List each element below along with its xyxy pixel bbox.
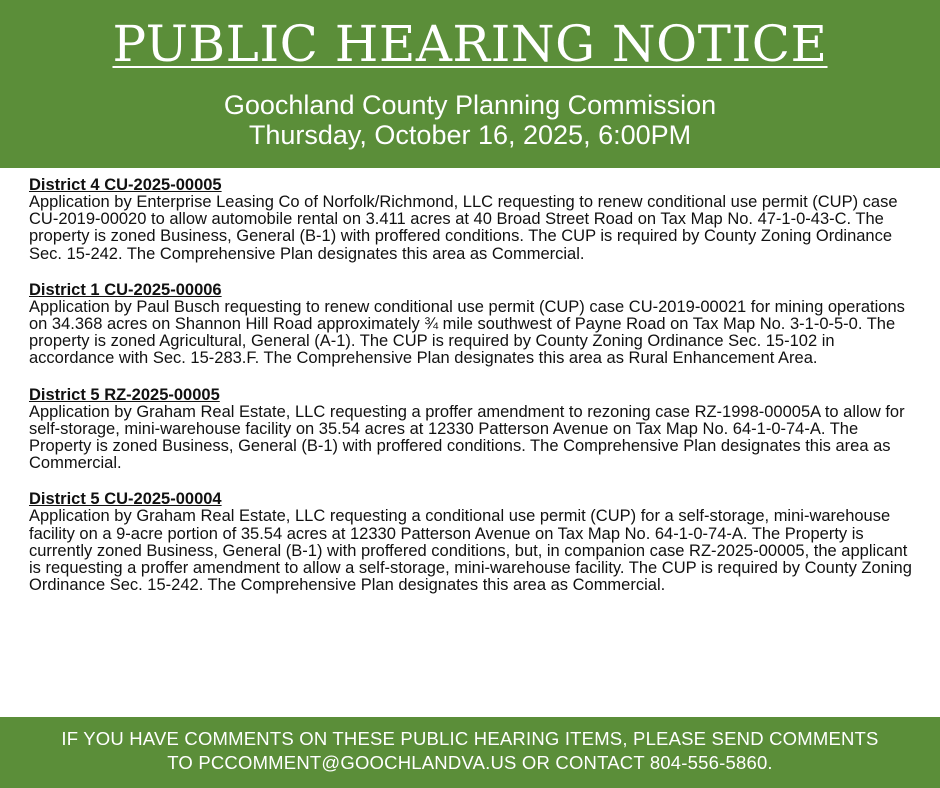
item-body: Application by Enterprise Leasing Co of Norfolk/Richmond, LLC requesting to renew conditional use permit (CUP) case CU-2019-00020 to allow automobile rental on 3.411 acres at 40 Broad Street Road on Tax Map No. 47-1-0-43-C. The property is zoned Business, General (B-1) with proffered conditions. The CUP is required by County Zoning Ordinance Sec. 15-242. The Comprehensive Plan designates this area as Commercial. [29, 193, 898, 263]
item-title: District 5 CU-2025-00004 [29, 490, 222, 509]
notice-title: PUBLIC HEARING NOTICE [112, 15, 828, 73]
item-body: Application by Graham Real Estate, LLC requesting a proffer amendment to rezoning case RZ-1998-00005A to allow for self-storage, mini-warehouse facility on 35.54 acres at 12330 Patterson Avenue on Tax Map No. 64-1-0-74-A. The Property is zoned Business, General (B-1) with proffered conditions. The Comprehensive Plan designates this area as Commercial. [29, 402, 905, 473]
footer-line-1: IF YOU HAVE COMMENTS ON THESE PUBLIC HEARING ITEMS, PLEASE SEND COMMENTS [61, 728, 879, 749]
item-title: District 1 CU-2025-00006 [29, 280, 222, 299]
item-body: Application by Graham Real Estate, LLC requesting a conditional use permit (CUP) for a self-storage, mini-warehouse facility on a 9-acre portion of 35.54 acres at 12330 Patterson Avenue on Tax Map No. 64-1-0-74-A. The Property is currently zoned Business, General (B-1) with proffered conditions, but, in companion case RZ-2025-00005, the applicant is requesting a proffer amendment to allow a self-storage, mini-warehouse facility. The CUP is required by County Zoning Ordinance Sec. 15-242. The Comprehensive Plan designates this area as Commercial. [29, 507, 912, 595]
item-title: District 5 RZ-2025-00005 [29, 385, 220, 404]
hearing-item [29, 387, 919, 473]
hearing-item [29, 491, 919, 594]
footer-contact [0, 727, 940, 775]
footer-banner [0, 717, 940, 788]
notice-subtitle [0, 90, 940, 150]
meeting-date: Thursday, October 16, 2025, 6:00PM [248, 120, 692, 150]
header-banner [0, 0, 940, 168]
item-title: District 4 CU-2025-00005 [29, 176, 222, 194]
hearing-item [29, 282, 919, 368]
commission-name: Goochland County Planning Commission [223, 90, 717, 120]
item-body: Application by Paul Busch requesting to renew conditional use permit (CUP) case CU-2019-00021 for mining operations on 34.368 acres on Shannon Hill Road approximately ¾ mile southwest of Payne Road on Tax Map No. 3-1-0-5-0. The property is zoned Agricultural, General (A-1). The CUP is required by County Zoning Ordinance Sec. 15-102 in accordance with Sec. 15-283.F. The Comprehensive Plan designates this area as Rural Enhancement Area. [29, 297, 905, 368]
hearing-item [29, 177, 919, 263]
footer-line-2: TO PCCOMMENT@GOOCHLANDVA.US OR CONTACT 804-556-5860. [167, 752, 773, 773]
hearing-items [29, 177, 919, 613]
